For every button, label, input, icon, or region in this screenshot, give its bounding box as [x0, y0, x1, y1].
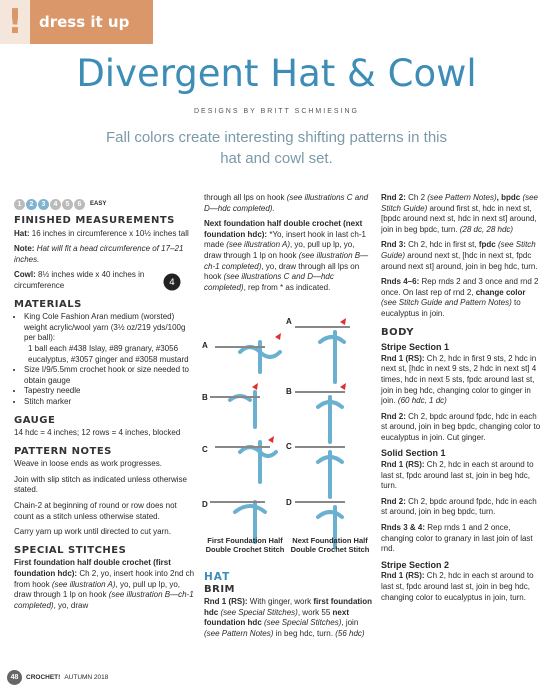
solid-1-heading: Solid Section 1: [381, 448, 446, 459]
finished-heading: FINISHED MEASUREMENTS: [14, 215, 175, 226]
yarn-loop-a2: [320, 337, 344, 342]
skill-level-4: 4: [50, 199, 61, 210]
note-3: Chain-2 at beginning of round or row does not count as a stitch unless otherwise stated.: [14, 501, 177, 521]
stripe-2-rnd-1: Rnd 1 (RS): Ch 2, hdc in each st around to last st, fpdc around last st, join in beg hdc, changing color to eucalyptus in join, turn.: [381, 571, 534, 602]
page-footer: [7, 670, 108, 685]
solid-1-rnds-3-4: Rnds 3 & 4: Rep rnds 1 and 2 once, changing color to granary in last join of last rnd.: [381, 523, 533, 554]
body-heading: BODY: [381, 326, 414, 338]
hat-size: Hat: 16 inches in circumference x 10½ inches tall: [14, 228, 189, 238]
page-title: Divergent Hat & Cowl: [76, 52, 477, 95]
hat-heading: HAT: [204, 571, 231, 583]
label-d2: D: [286, 498, 292, 507]
label-a1: A: [202, 341, 208, 350]
size-note: Note: Hat will fit a head circumference of 17–21 inches.: [14, 244, 184, 264]
arrow-c1: [268, 436, 274, 443]
yarn-weight-icon: [163, 273, 181, 291]
yarn-loop-d1: [235, 506, 265, 512]
label-b1: B: [202, 393, 208, 402]
solid-1-rnd-1: Rnd 1 (RS): Ch 2, hdc in each st around to last st, fpdc around last st, join in beg hdc, turn.: [381, 460, 534, 491]
label-c2: C: [286, 442, 292, 451]
material-marker: • Stitch marker: [24, 397, 196, 408]
skill-level-3: 3: [38, 199, 49, 210]
skill-level-5: 5: [62, 199, 73, 210]
caption-first: First Foundation Half Double Crochet Stitch: [205, 536, 285, 554]
skill-level-2: 2: [26, 199, 37, 210]
skill-level-1: 1: [14, 199, 25, 210]
stripe-1-rnd-2: Rnd 2: Ch 2, bpdc around fpdc, hdc in each st around, join in beg bpdc, changing color to eucalyptus in join. Cut ginger.: [381, 411, 541, 442]
brim-rnds-4-6: Rnds 4–6: Rep rnds 2 and 3 once and rnd 2 once. On last rep of rnd 2, change color (see Stitch Guide and Pattern Notes) to eucalyptus in join.: [381, 277, 539, 318]
brim-rnd-1: Rnd 1 (RS): With ginger, work first foundation hdc (see Special Stitches), work 55 next foundation hdc (see Special Stitches), join (see Pattern Notes) in beg hdc, turn. (56 hdc): [204, 597, 373, 638]
stripe-2-heading: Stripe Section 2: [381, 559, 450, 570]
stripe-1-heading: Stripe Section 1: [381, 342, 450, 353]
label-d1: D: [202, 500, 208, 509]
foundation-continued: through all lps on hook (see illustrations C and D—hdc completed).: [204, 193, 369, 213]
materials-list: [14, 312, 196, 407]
materials-heading: MATERIALS: [14, 298, 82, 310]
page-number: 48: [7, 670, 22, 685]
arrow-a2: [340, 318, 346, 325]
skill-level: [14, 199, 196, 210]
column-2: [204, 193, 374, 298]
label-c1: C: [202, 445, 208, 454]
issue-label: AUTUMN 2018: [64, 674, 109, 681]
page-subtitle: Fall colors create interesting shifting patterns in this hat and cowl set.: [106, 129, 447, 167]
section-tab: [0, 0, 153, 44]
arrow-a1: [275, 333, 281, 340]
arrow-b1: [252, 383, 258, 390]
brim-rnd-3: Rnd 3: Ch 2, hdc in first st, fpdc (see Stitch Guide) around next st, [hdc in next st, fpdc around next st] around, join in beg hdc, turn.: [381, 240, 538, 271]
brim-rnd-2: Rnd 2: Ch 2 (see Pattern Notes), bpdc (see Stitch Guide) around first st, hdc in next st, [bpdc around next st, hdc in next st] around, join in beg bpdc, turn. (28 dc, 28 hdc): [381, 193, 538, 234]
brim-heading: BRIM: [204, 583, 235, 595]
arrow-b2: [340, 383, 346, 390]
first-foundation-hdc: First foundation half double crochet (first foundation hdc): Ch 2, yo, insert hook into 2nd ch from hook (see illustration A), yo, pull up lp, yo, draw through 1 lp on hook (see illustration B—ch-1 completed), yo, draw: [14, 558, 195, 610]
stripe-1-rnd-1: Rnd 1 (RS): Ch 2, hdc in first 9 sts, 2 hdc in next st, [hdc in next 9 sts, 2 hdc in next st] 4 times, hdc in next 5 sts, fpdc around last st, join in beg hdc, changing color to ginger in join. (60 hdc, 1 dc): [381, 353, 537, 406]
label-a2: A: [286, 317, 292, 326]
exclamation-icon: !: [0, 0, 30, 44]
caption-next: Next Foundation Half Double Crochet Stitch: [290, 536, 370, 554]
section-label: dress it up: [39, 13, 130, 31]
material-yarn: • King Cole Fashion Aran medium (worsted) weight acrylic/wool yarn (3½ oz/219 yds/100g per ball): 1 ball each #438 Islay, #89 granary, #3056 eucalyptus, #3057 ginger and #3058 mustard: [24, 312, 196, 365]
magazine-name: CROCHET!: [26, 674, 61, 681]
column-1: [14, 199, 196, 616]
stitch-illustrations: [200, 312, 370, 572]
svg-text:4: 4: [169, 278, 175, 288]
note-2: Join with slip stitch as indicated unless otherwise stated.: [14, 474, 187, 495]
material-needle: • Tapestry needle: [24, 386, 196, 397]
next-foundation-hdc: Next foundation half double crochet (next foundation hdc): *Yo, insert hook in last ch-1 made (see illustration A), yo, pull up lp, yo, draw through 1 lp on hook (see illustration B—ch-1 completed), yo, draw through all lps on hook (see illustrations C and D—hdc completed), rep from * as indicated.: [204, 219, 369, 292]
hat-section: [204, 570, 374, 645]
material-hook: • Size I/9/5.5mm crochet hook or size needed to obtain gauge: [24, 365, 196, 386]
label-b2: B: [286, 387, 292, 396]
note-4: Carry yarn up work until directed to cut yarn.: [14, 527, 171, 537]
skill-level-6: 6: [74, 199, 85, 210]
gauge-text: 14 hdc = 4 inches; 12 rows = 4 inches, blocked: [14, 428, 181, 438]
cowl-size: Cowl: 8½ inches wide x 40 inches in circumference: [14, 270, 145, 290]
column-3: [381, 193, 543, 608]
yarn-loop-d2: [318, 512, 342, 517]
designer-credit: DESIGNS BY BRITT SCHMIESING: [194, 108, 359, 115]
notes-heading: PATTERN NOTES: [14, 445, 112, 457]
note-1: Weave in loose ends as work progresses.: [14, 459, 162, 469]
special-heading: SPECIAL STITCHES: [14, 544, 127, 556]
gauge-heading: GAUGE: [14, 414, 56, 426]
skill-level-label: EASY: [90, 201, 107, 208]
solid-1-rnd-2: Rnd 2: Ch 2, bpdc around fpdc, hdc in each st around, join in beg bpdc, turn.: [381, 496, 537, 517]
